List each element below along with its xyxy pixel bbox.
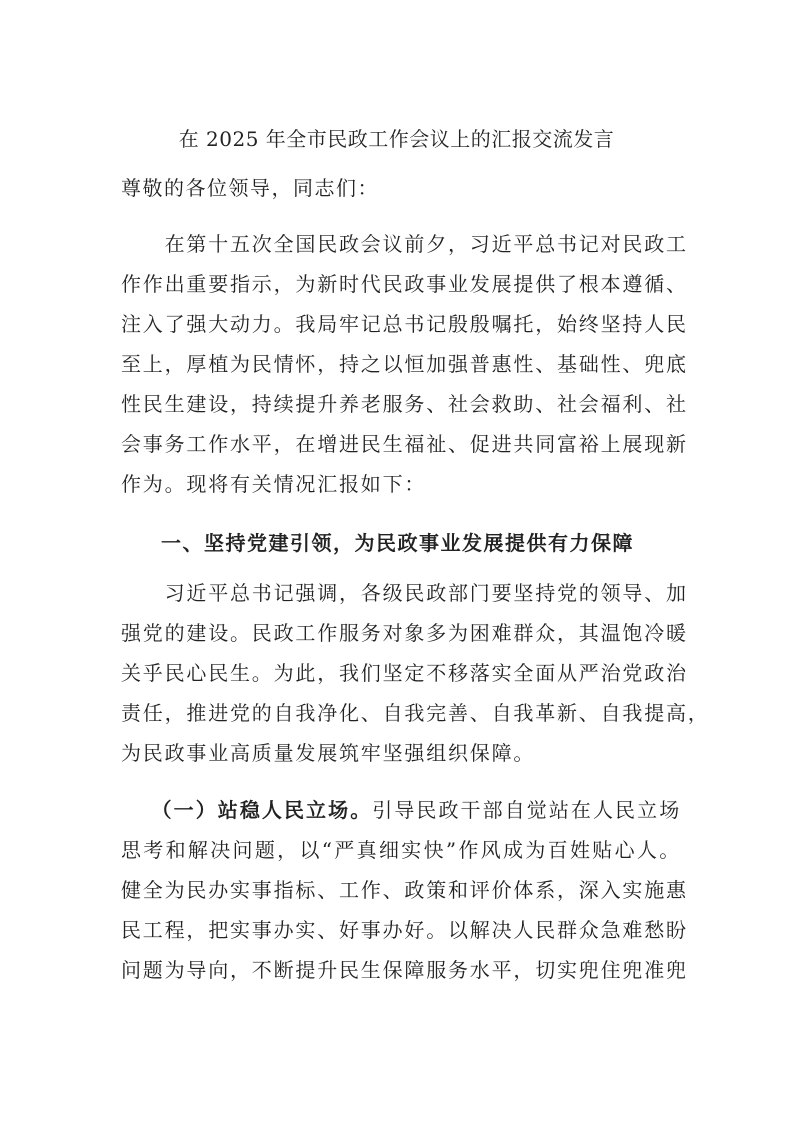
intro-paragraph — [121, 224, 688, 504]
intro-line: 注入了强大动力。我局牢记总书记殷殷嘱托，始终坚持人民 — [121, 312, 688, 336]
section-line: 强党的建设。民政工作服务对象多为困难群众，其温饱冷暖 — [121, 621, 688, 645]
section-one-paragraph — [121, 573, 710, 773]
subsection-line: 思考和解决问题，以“严真细实快”作风成为百姓贴心人。 — [121, 838, 681, 862]
document-title: 在 2025 年全市民政工作会议上的汇报交流发言 — [178, 127, 615, 151]
intro-line: 至上，厚植为民情怀，持之以恒加强普惠性、基础性、兜底 — [121, 352, 688, 376]
subsection-one-paragraph — [121, 790, 688, 990]
section-line: 习近平总书记强调，各级民政部门要坚持党的领导、加 — [121, 581, 688, 605]
intro-line: 作为。现将有关情况汇报如下： — [121, 472, 427, 496]
section-heading: 一、坚持党建引领，为民政事业发展提供有力保障 — [161, 531, 634, 555]
intro-line: 性民生建设，持续提升养老服务、社会救助、社会福利、社 — [121, 392, 688, 416]
subsection-line: 健全为民办实事指标、工作、政策和评价体系，深入实施惠 — [121, 878, 688, 902]
section-line: 关乎民心民生。为此，我们坚定不移落实全面从严治党政治 — [121, 661, 688, 685]
subsection-line: 民工程，把实事办实、好事办好。以解决人民群众急难愁盼 — [121, 918, 688, 942]
salutation: 尊敬的各位领导，同志们： — [121, 176, 379, 200]
subsection-line: 问题为导向，不断提升民生保障服务水平，切实兜住兜准兜 — [121, 958, 688, 982]
intro-line: 作作出重要指示，为新时代民政事业发展提供了根本遵循、 — [121, 272, 688, 296]
subsection-lead: （一）站稳人民立场。 — [161, 798, 373, 822]
intro-line: 会事务工作水平，在增进民生福祉、促进共同富裕上展现新 — [121, 432, 688, 456]
subsection-first-rest: 引导民政干部自觉站在人民立场 — [372, 798, 681, 822]
section-line: 为民政事业高质量发展筑牢坚强组织保障。 — [121, 741, 536, 765]
intro-line: 在第十五次全国民政会议前夕，习近平总书记对民政工 — [121, 232, 688, 256]
subsection-first-line — [121, 790, 681, 830]
section-line: 责任，推进党的自我净化、自我完善、自我革新、自我提高， — [121, 701, 710, 725]
